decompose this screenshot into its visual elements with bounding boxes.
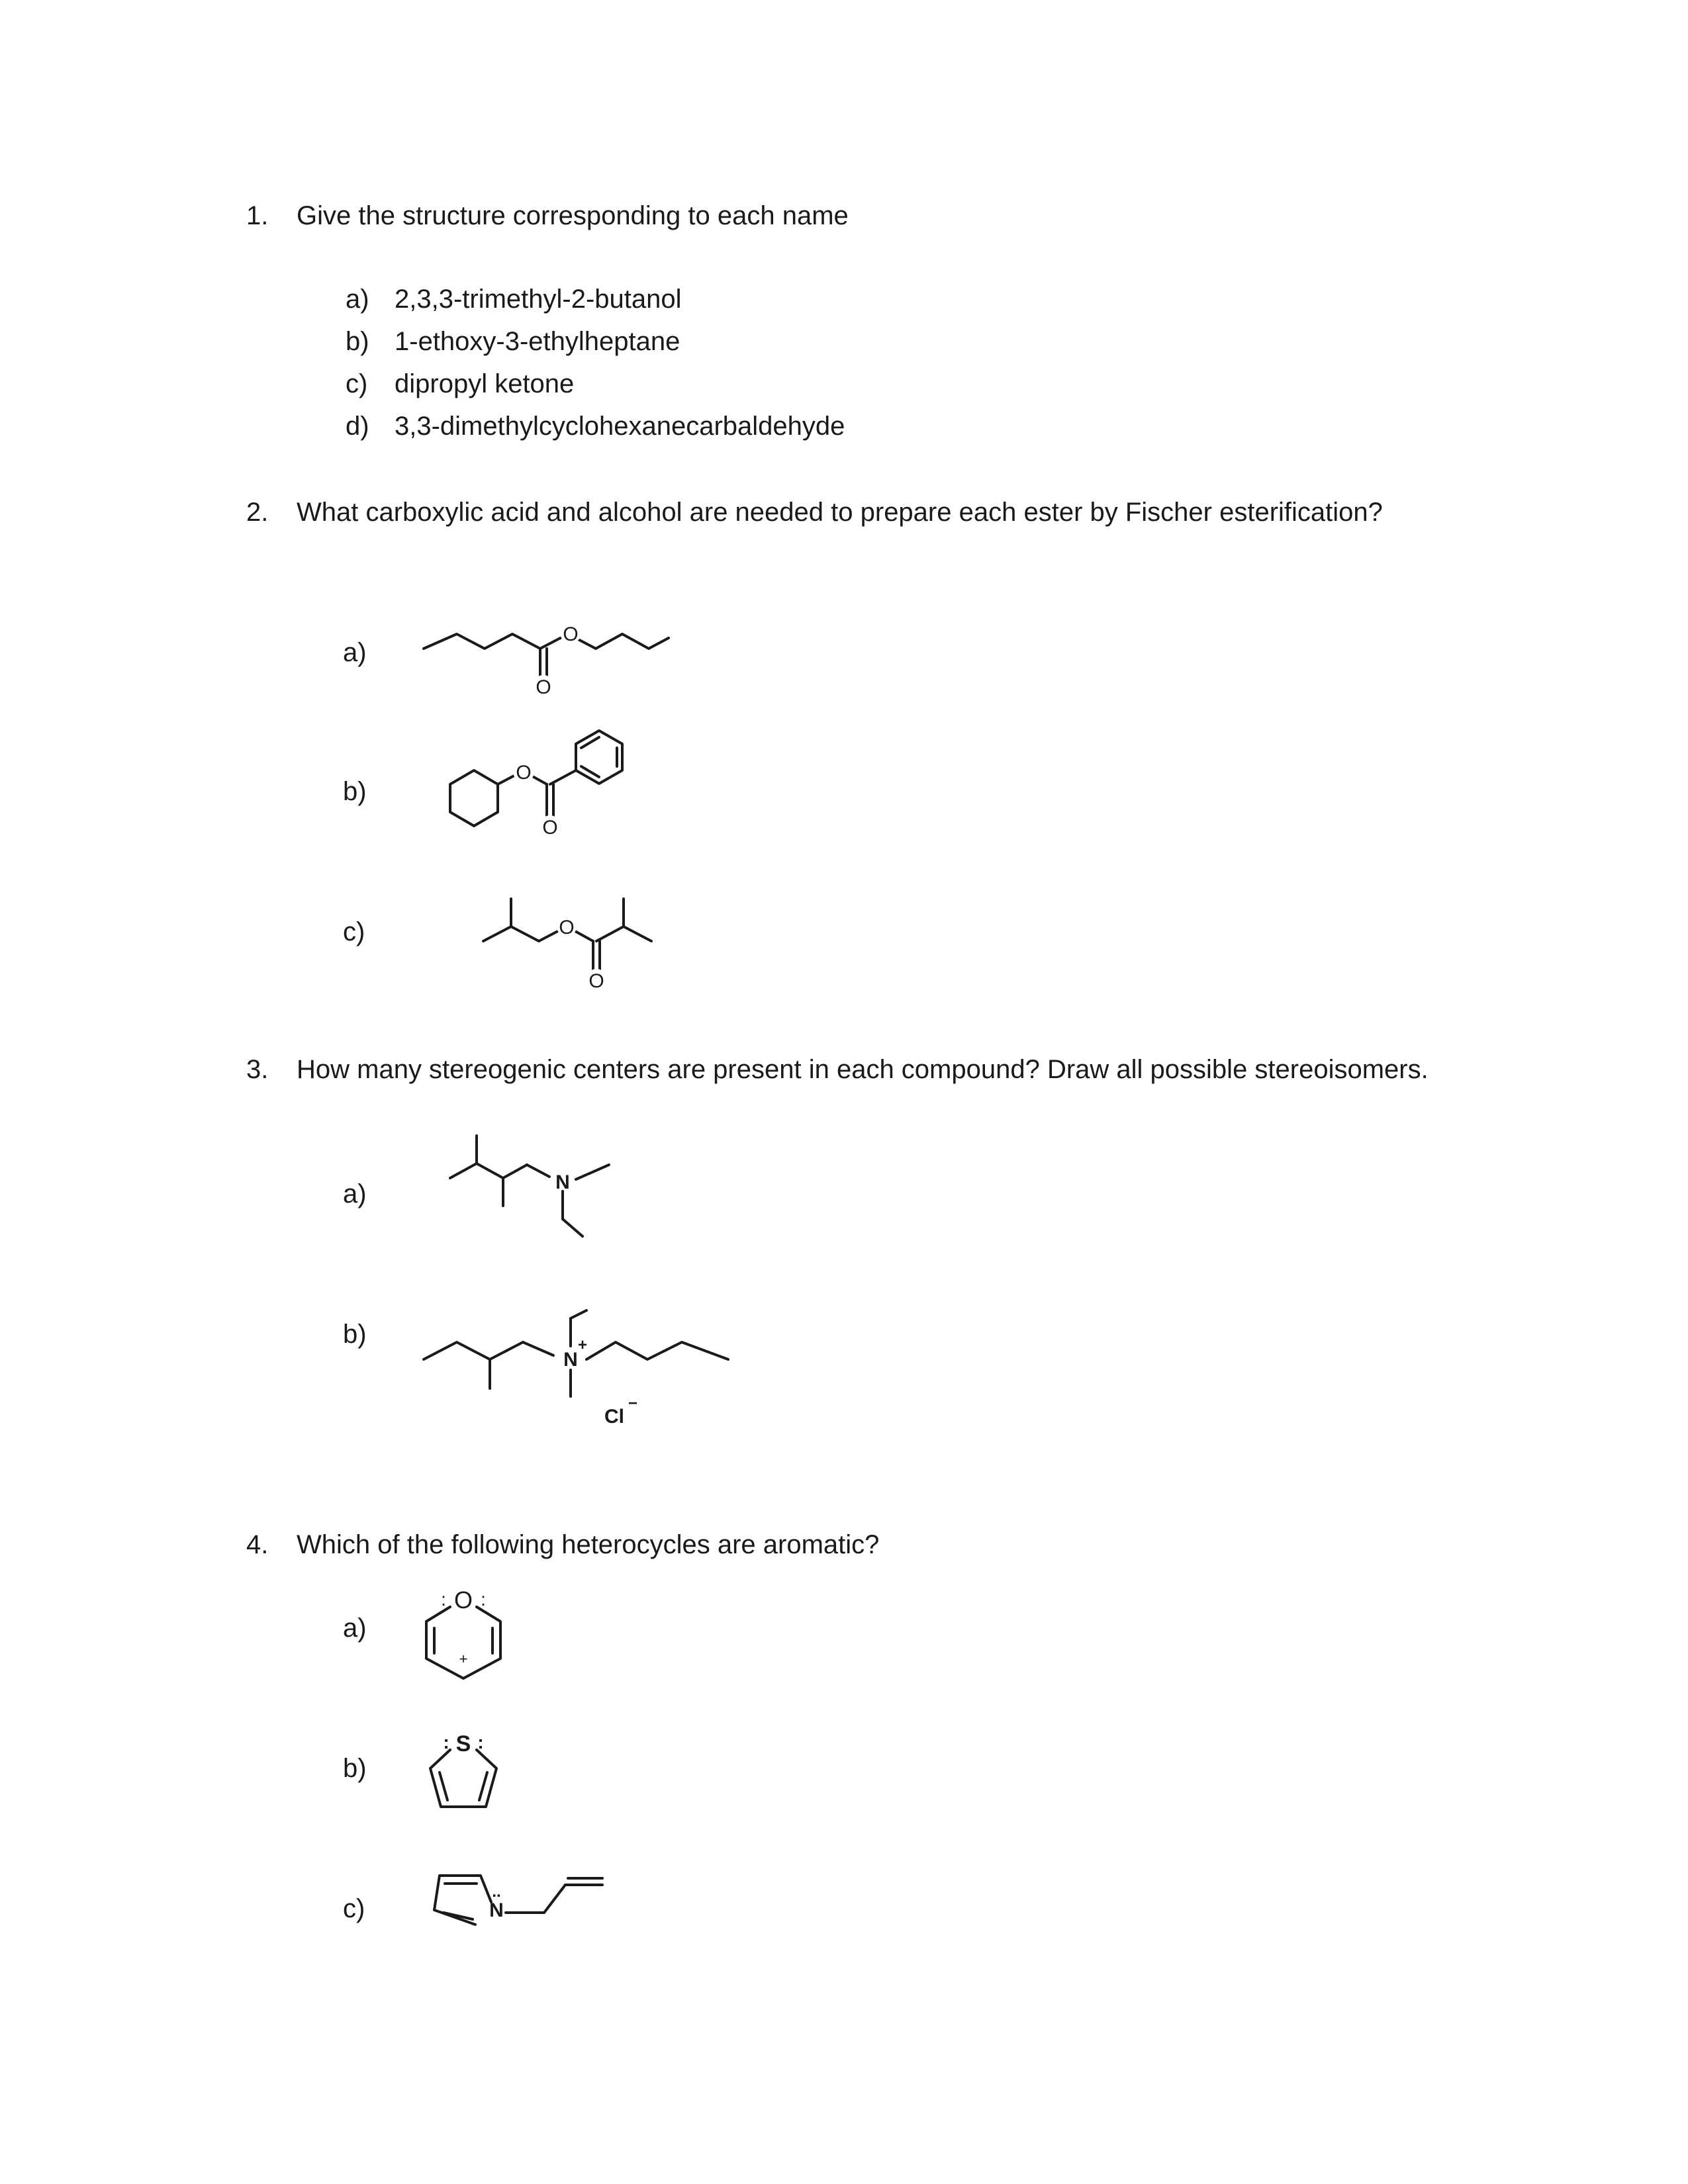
q2-a-carbonyl-oxygen: O: [536, 676, 551, 698]
q2-item-c-label: c): [343, 917, 365, 946]
q4-b-lone-pair-left: :: [443, 1732, 449, 1752]
question-1-text: Give the structure corresponding to each name: [297, 201, 849, 230]
q2-c-ester-structure: [477, 887, 675, 993]
q2-a-ester-structure: [424, 615, 675, 702]
q3-a-nitrogen: N: [555, 1171, 570, 1193]
q4-item-b-label: b): [343, 1754, 367, 1783]
q3-b-chloride: Cl: [604, 1406, 624, 1428]
q2-c-ester-oxygen: O: [559, 917, 575, 938]
q4-a-plus-charge: +: [459, 1651, 468, 1667]
question-1-number: 1.: [246, 201, 269, 230]
q4-b-thiophene-structure: [417, 1718, 510, 1824]
q3-b-minus-charge: −: [628, 1394, 638, 1412]
q3-item-a-label: a): [343, 1179, 367, 1208]
q4-c-nitrogen: N: [489, 1899, 504, 1921]
question-4-number: 4.: [246, 1530, 269, 1559]
q3-a-amine-structure: [450, 1125, 622, 1271]
question-2-text: What carboxylic acid and alcohol are needed to prepare each ester by Fischer esterification?: [297, 498, 1383, 527]
q4-b-sulfur: S: [455, 1731, 471, 1756]
q2-item-b-label: b): [343, 777, 367, 806]
q4-item-c-label: c): [343, 1894, 365, 1923]
q1-item-b-text: 1-ethoxy-3-ethylheptane: [395, 327, 680, 356]
question-3-number: 3.: [246, 1055, 269, 1084]
q2-b-ester-structure: [437, 721, 675, 854]
q2-c-carbonyl-oxygen: O: [588, 970, 604, 992]
q4-item-a-label: a): [343, 1614, 367, 1643]
q4-a-lone-pair-left: :: [441, 1589, 446, 1610]
q1-item-d-label: d): [346, 412, 369, 441]
q4-a-lone-pair-right: :: [481, 1589, 486, 1610]
q4-a-pyrylium-structure: [417, 1575, 510, 1694]
q1-item-c-text: dipropyl ketone: [395, 369, 575, 398]
q2-a-ester-oxygen: O: [563, 623, 579, 645]
q3-b-plus-charge: +: [577, 1336, 588, 1354]
question-2-number: 2.: [246, 498, 269, 527]
q1-item-c-label: c): [346, 369, 368, 398]
question-3-text: How many stereogenic centers are present in each compound? Draw all possible stereoisomers.: [297, 1055, 1429, 1084]
q2-b-carbonyl-oxygen: O: [542, 817, 558, 839]
q1-item-b-label: b): [346, 327, 369, 356]
q3-b-ammonium-salt-structure: [424, 1297, 741, 1443]
q4-a-oxygen: O: [453, 1586, 473, 1614]
q1-item-a-label: a): [346, 285, 369, 314]
q4-c-pyrrole-structure: [424, 1846, 609, 1946]
q4-b-lone-pair-right: :: [477, 1732, 484, 1752]
q2-b-ester-oxygen: O: [516, 762, 532, 784]
q4-c-lone-pair: ..: [492, 1883, 501, 1901]
q3-item-b-label: b): [343, 1320, 367, 1349]
q3-b-nitrogen: N: [563, 1349, 578, 1371]
q2-item-a-label: a): [343, 638, 367, 667]
q1-item-d-text: 3,3-dimethylcyclohexanecarbaldehyde: [395, 412, 845, 441]
question-4-text: Which of the following heterocycles are aromatic?: [297, 1530, 880, 1559]
q1-item-a-text: 2,3,3-trimethyl-2-butanol: [395, 285, 682, 314]
